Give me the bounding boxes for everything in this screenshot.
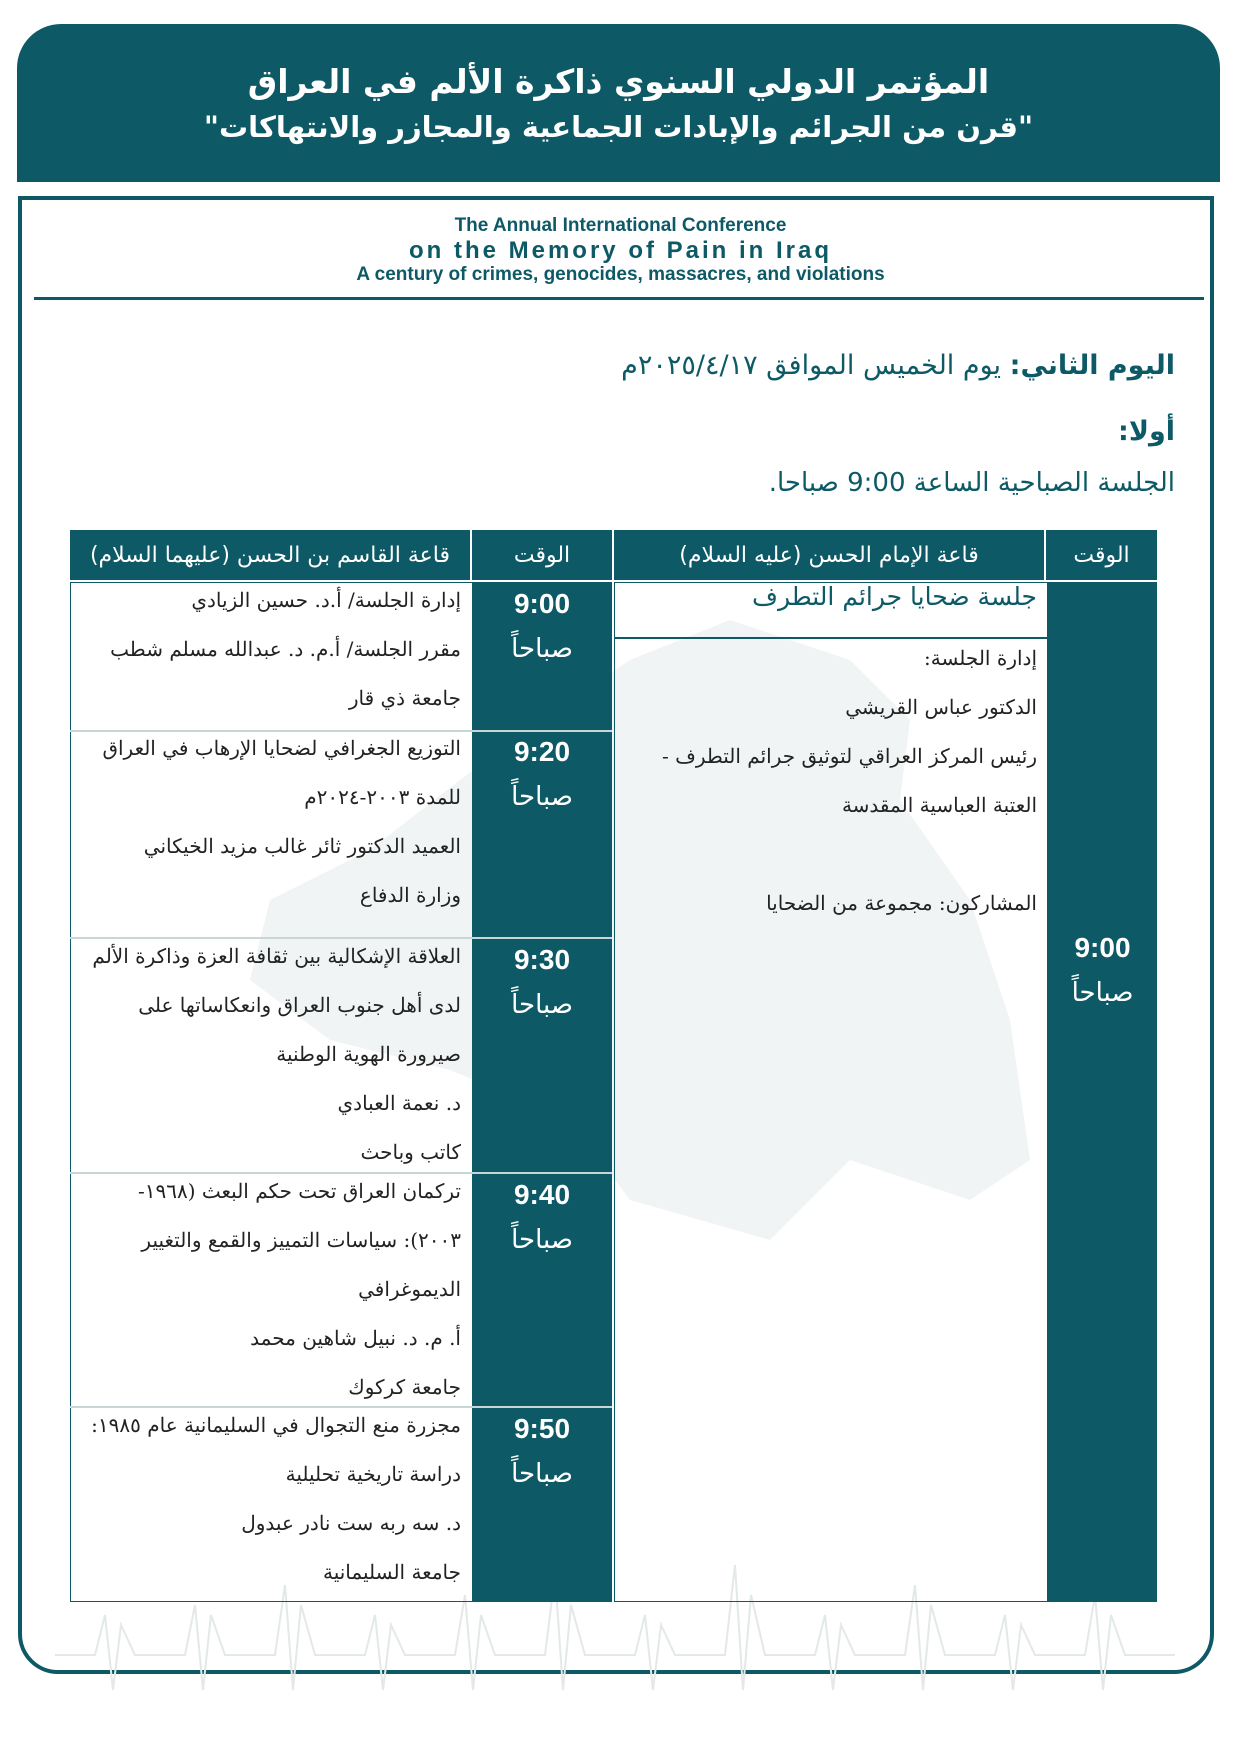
row-time-cell	[472, 1179, 612, 1255]
row-line: دراسة تاريخية تحليلية	[285, 1462, 461, 1486]
hall-hassan-session-title: جلسة ضحايا جرائم التطرف	[752, 582, 1037, 611]
morning-session-intro: الجلسة الصباحية الساعة 9:00 صباحا.	[768, 468, 1175, 498]
row-line: مقرر الجلسة/ أ.م. د. عبدالله مسلم شطب	[110, 637, 461, 661]
conference-title-en-line3: A century of crimes, genocides, massacres, and violations	[356, 264, 885, 285]
row-time-meridiem: صباحاً	[511, 634, 573, 664]
header-time-left: الوقت	[472, 530, 612, 580]
hall-hassan-line: إدارة الجلسة:	[924, 646, 1037, 670]
row-line: صيرورة الهوية الوطنية	[276, 1042, 461, 1066]
row-line: جامعة كركوك	[348, 1375, 461, 1399]
header-hall-hassan: قاعة الإمام الحسن (عليه السلام)	[614, 530, 1044, 580]
main-time-value: 9:00	[1074, 932, 1131, 963]
row-line: مجزرة منع التجوال في السليمانية عام ١٩٨٥:	[91, 1413, 461, 1437]
row-line: د. نعمة العبادي	[337, 1091, 461, 1115]
row-entry	[81, 932, 461, 1177]
row-line: التوزيع الجغرافي لضحايا الإرهاب في العراق	[102, 736, 461, 760]
conference-subtitle-ar: "قرن من الجرائم والإبادات الجماعية والمجازر والانتهاكات"	[203, 110, 1034, 144]
conference-title-en-line1: The Annual International Conference	[454, 215, 787, 236]
row-line: الديموغرافي	[358, 1277, 461, 1301]
hall-hassan-line: العتبة العباسية المقدسة	[841, 793, 1037, 817]
row-time-value: 9:00	[513, 588, 571, 619]
row-time-value: 9:30	[513, 944, 571, 975]
row-line: أ. م. د. نبيل شاهين محمد	[250, 1326, 461, 1350]
row-line: جامعة ذي قار	[348, 686, 461, 710]
row-line: لدى أهل جنوب العراق وانعكاساتها على	[138, 993, 461, 1017]
header-divider	[34, 297, 1204, 300]
row-entry	[81, 724, 461, 920]
row-entry	[81, 576, 461, 723]
row-time-meridiem: صباحاً	[511, 990, 573, 1020]
row-time-meridiem: صباحاً	[511, 782, 573, 812]
row-line: كاتب وباحث	[360, 1140, 461, 1164]
row-entry	[81, 1401, 461, 1597]
hall-hassan-details	[617, 634, 1037, 928]
row-time-cell	[472, 588, 612, 664]
row-time-meridiem: صباحاً	[511, 1225, 573, 1255]
row-entry	[81, 1167, 461, 1412]
row-time-cell	[472, 944, 612, 1020]
conference-title-en-line2: on the Memory of Pain in Iraq	[408, 237, 833, 264]
day-label: اليوم الثاني:	[1009, 350, 1175, 381]
hall-hassan-line: المشاركون: مجموعة من الضحايا	[766, 891, 1037, 915]
row-line: إدارة الجلسة/ أ.د. حسين الزيادي	[191, 588, 461, 612]
section-first-label: أولا:	[1118, 416, 1175, 447]
row-line: العلاقة الإشكالية بين ثقافة العزة وذاكرة الألم	[92, 944, 461, 968]
row-time-cell	[472, 1413, 612, 1489]
main-time-meridiem: صباحاً	[1071, 978, 1134, 1008]
header-band	[17, 24, 1220, 182]
header-hall-qasim: قاعة القاسم بن الحسن (عليهما السلام)	[70, 530, 470, 580]
row-line: العميد الدكتور ثائر غالب مزيد الخيكاني	[143, 834, 461, 858]
row-time-value: 9:20	[513, 736, 571, 767]
row-time-value: 9:40	[513, 1179, 571, 1210]
main-time-column	[1048, 582, 1157, 1602]
row-time-meridiem: صباحاً	[511, 1459, 573, 1489]
row-time-cell	[472, 736, 612, 812]
row-line: وزارة الدفاع	[359, 883, 461, 907]
day-heading	[621, 350, 1175, 381]
day-date: يوم الخميس الموافق ٢٠٢٥/٤/١٧م	[621, 350, 1002, 381]
main-time-cell	[1048, 932, 1157, 1008]
row-line: د. سه ربه ست نادر عبدول	[241, 1511, 461, 1535]
row-time-value: 9:50	[513, 1413, 571, 1444]
header-time-right: الوقت	[1046, 530, 1157, 580]
row-line: تركمان العراق تحت حكم البعث (١٩٦٨-	[137, 1179, 461, 1203]
hall-hassan-line: الدكتور عباس القريشي	[845, 695, 1037, 719]
hall-hassan-line	[617, 830, 1037, 879]
row-line: للمدة ٢٠٠٣-٢٠٢٤م	[304, 785, 461, 809]
conference-title-ar: المؤتمر الدولي السنوي ذاكرة الألم في العراق	[247, 62, 990, 101]
row-line: ٢٠٠٣): سياسات التمييز والقمع والتغيير	[141, 1228, 461, 1252]
hall-hassan-line: رئيس المركز العراقي لتوثيق جرائم التطرف -	[661, 744, 1037, 768]
row-line: جامعة السليمانية	[322, 1560, 461, 1584]
